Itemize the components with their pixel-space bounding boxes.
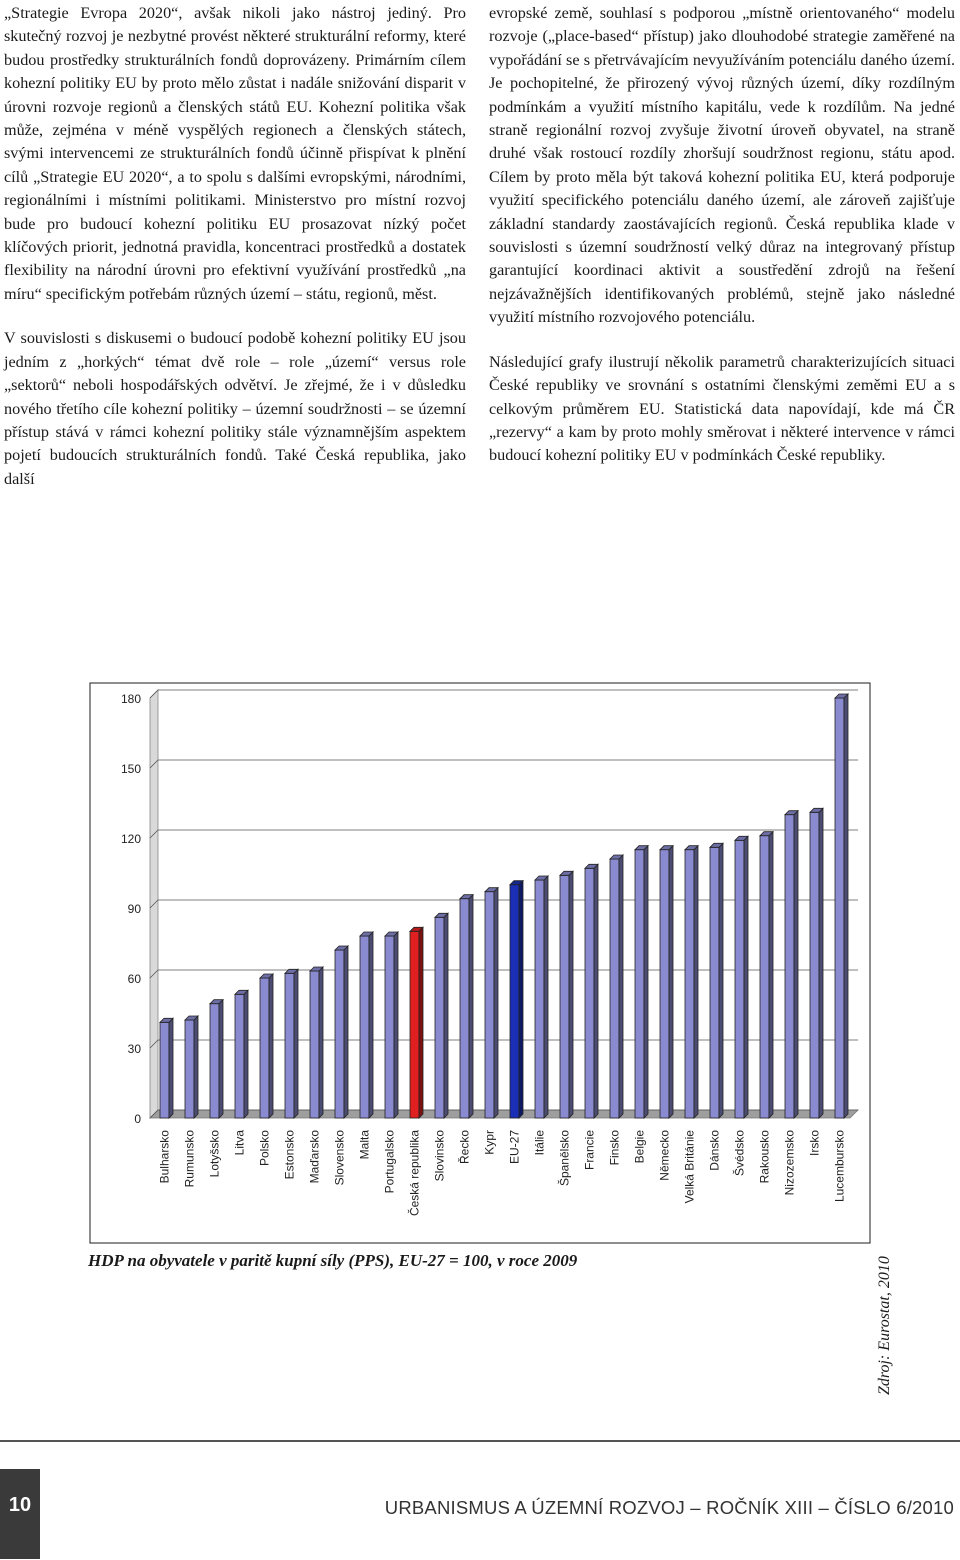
chart-source <box>876 1245 902 1395</box>
bar-front <box>835 698 844 1118</box>
y-tick-label: 90 <box>127 902 141 916</box>
paragraph: V souvislosti s diskusemi o budoucí podobě kohezní politiky EU jsou jedním z „horkých“ témat dvě role – role „území“ versus role „sektorů“ neboli hospodářských odvětví. Je zřejmé, že i v důsledku nového třetího cíle kohezní politiky – územní soudržnosti – se územní přístup stává v rámci kohezní politiky stále významnějším aspektem pojetí budoucích strukturálních fondů. Také Česká republika, jako další <box>4 329 466 488</box>
x-tick-label: Estonsko <box>282 1130 297 1180</box>
bar-front <box>560 875 569 1118</box>
bar-front <box>335 950 344 1118</box>
x-tick-label: Španělsko <box>557 1130 572 1187</box>
bar-side <box>494 888 498 1118</box>
x-tick-label: Finsko <box>607 1130 622 1166</box>
bar-side <box>269 974 273 1118</box>
bar-Velká Británie <box>685 846 698 1118</box>
bar-side <box>394 932 398 1118</box>
bar-front <box>635 850 644 1118</box>
bar-side <box>469 895 473 1118</box>
page-number: 10 <box>8 1494 32 1516</box>
y-tick-label: 180 <box>120 692 141 706</box>
bar-side <box>744 836 748 1118</box>
bar-side <box>169 1018 173 1118</box>
paragraph: evropské země, souhlasí s podporou „místně orientovaného“ modelu rozvoje („place-based“ přístup) jako dlouhodobé strategie zaměřené na vypořádání se s přetrvávajícím nevyužíváním potenciálu daného území. Je pochopitelné, že přirozený vývoj různých území, díky rozdílným podmínkám a využití místního kapitálu, vede k rozdílům. Na jedné straně regionální rozvoj zvyšuje životní úroveň obyvatel, na straně druhé však rostoucí rozdíly zhoršují soudržnost regionu, státu apod. Cílem by proto měla být taková kohezní politika EU, která podporuje využití specifického potenciálu daného území, ale zároveň zajišťuje základní standardy zaostávajících regionů. Česká republika klade v souvislosti s územní soudržností velký důraz na integrovaný přístup garantující koordinaci aktivit a soustředění zdrojů na řešení nejzávažnějších identifikovaných problémů, stejně jako následné využití místního rozvojového potenciálu. <box>489 4 955 327</box>
x-tick-label: Portugalsko <box>382 1130 397 1194</box>
x-tick-label: Francie <box>582 1130 597 1171</box>
bar-front <box>485 892 494 1118</box>
bar-side <box>369 932 373 1118</box>
x-tick-label: Nizozemsko <box>782 1130 797 1196</box>
bar-front <box>685 850 694 1118</box>
bar-Bulharsko <box>160 1018 173 1118</box>
bar-side <box>769 832 773 1118</box>
bar-Francie <box>585 864 598 1118</box>
x-tick-label: Litva <box>232 1130 247 1156</box>
journal-title: URBANISMUS A ÚZEMNÍ ROZVOJ – ROČNÍK XIII – ČÍSLO 6/2010 <box>384 1497 954 1518</box>
bar-side <box>244 990 248 1118</box>
bar-Polsko <box>260 974 273 1118</box>
x-tick-label: Maďarsko <box>307 1130 322 1184</box>
bar-front <box>385 936 394 1118</box>
bar-Finsko <box>610 855 623 1118</box>
x-tick-label: Slovinsko <box>432 1130 447 1182</box>
bar-Česká republika <box>410 927 423 1118</box>
bar-Itálie <box>535 876 548 1118</box>
bar-Estonsko <box>285 969 298 1118</box>
bar-Irsko <box>810 808 823 1118</box>
x-tick-label: Dánsko <box>707 1130 722 1171</box>
bar-front <box>610 859 619 1118</box>
bar-front <box>410 931 419 1118</box>
x-tick-label: Slovensko <box>332 1130 347 1186</box>
y-tick-label: 30 <box>127 1042 141 1056</box>
bar-Belgie <box>635 846 648 1118</box>
bar-Lotyšsko <box>210 1000 223 1118</box>
x-tick-label: EU-27 <box>507 1130 522 1165</box>
bar-side <box>719 843 723 1118</box>
bar-side <box>569 871 573 1118</box>
bar-front <box>460 899 469 1118</box>
x-tick-label: Belgie <box>632 1130 647 1164</box>
bar-front <box>260 978 269 1118</box>
bar-front <box>285 973 294 1118</box>
bar-side <box>844 694 848 1118</box>
bar-front <box>710 847 719 1118</box>
x-tick-label: Rumunsko <box>182 1130 197 1188</box>
bar-front <box>535 880 544 1118</box>
bar-side <box>194 1016 198 1118</box>
bar-front <box>785 815 794 1118</box>
bar-Kypr <box>485 888 498 1118</box>
bar-side <box>644 846 648 1118</box>
bar-EU-27 <box>510 881 523 1118</box>
bar-Nizozemsko <box>785 811 798 1118</box>
bar-Slovensko <box>335 946 348 1118</box>
bar-Rumunsko <box>185 1016 198 1118</box>
bar-side <box>344 946 348 1118</box>
bar-Německo <box>660 846 673 1118</box>
x-tick-label: Lucembursko <box>832 1130 847 1203</box>
x-tick-label: Velká Británie <box>682 1130 697 1204</box>
bar-Malta <box>360 932 373 1118</box>
bar-front <box>235 994 244 1118</box>
bar-front <box>185 1020 194 1118</box>
bar-side <box>544 876 548 1118</box>
bar-Lucembursko <box>835 694 848 1118</box>
y-tick-label: 0 <box>134 1112 141 1126</box>
x-tick-label: Itálie <box>532 1130 547 1156</box>
bar-Dánsko <box>710 843 723 1118</box>
x-tick-label: Bulharsko <box>157 1130 172 1184</box>
bar-Švédsko <box>735 836 748 1118</box>
bar-Slovinsko <box>435 913 448 1118</box>
x-tick-label: Kypr <box>482 1130 497 1155</box>
bar-side <box>669 846 673 1118</box>
bar-front <box>435 917 444 1118</box>
bar-front <box>210 1004 219 1118</box>
bar-Španělsko <box>560 871 573 1118</box>
bar-front <box>760 836 769 1118</box>
bar-Řecko <box>460 895 473 1118</box>
chart-floor <box>150 1110 858 1118</box>
x-tick-label: Německo <box>657 1130 672 1181</box>
bar-front <box>810 812 819 1118</box>
bar-Portugalsko <box>385 932 398 1118</box>
bar-side <box>819 808 823 1118</box>
chart-source-text: Zdroj: Eurostat, 2010 <box>876 1256 893 1395</box>
bar-Maďarsko <box>310 967 323 1118</box>
bar-Rakousko <box>760 832 773 1118</box>
y-tick-label: 150 <box>120 762 141 776</box>
x-tick-label: Rakousko <box>757 1130 772 1184</box>
bar-front <box>360 936 369 1118</box>
footer-divider <box>0 1440 960 1442</box>
x-tick-label: Lotyšsko <box>207 1130 222 1178</box>
bar-front <box>310 971 319 1118</box>
bar-front <box>585 868 594 1118</box>
chart-title: HDP na obyvatele v paritě kupní síly (PPS), EU-27 = 100, v roce 2009 <box>88 1251 578 1270</box>
x-tick-label: Česká republika <box>407 1130 422 1217</box>
x-tick-label: Řecko <box>457 1130 472 1165</box>
bar-front <box>510 885 519 1118</box>
bar-side <box>219 1000 223 1118</box>
bar-Litva <box>235 990 248 1118</box>
y-tick-label: 120 <box>120 832 141 846</box>
bar-front <box>160 1022 169 1118</box>
bar-side <box>619 855 623 1118</box>
bar-side <box>594 864 598 1118</box>
bar-side <box>319 967 323 1118</box>
bar-side <box>419 927 423 1118</box>
x-tick-label: Irsko <box>807 1130 822 1157</box>
bar-front <box>660 850 669 1118</box>
bar-side <box>794 811 798 1118</box>
x-tick-label: Polsko <box>257 1130 272 1167</box>
bar-side <box>694 846 698 1118</box>
paragraph: Následující grafy ilustrují několik parametrů charakterizujících situaci České republiky ve srovnání s ostatními členskými zeměmi EU a s celkovým průměrem EU. Statistická data napovídají, kde má ČR „rezervy“ a kam by proto mohly směrovat i některé intervence v rámci budoucí kohezní politiky EU v podmínkách České republiky. <box>489 352 955 465</box>
bar-side <box>519 881 523 1118</box>
paragraph: „Strategie Evropa 2020“, avšak nikoli jako nástroj jediný. Pro skutečný rozvoj je nezbytné provést některé strukturální reformy, které budou prostředky strukturálních fondů doprovázeny. Primárním cílem kohezní politiky EU by proto mělo zůstat i nadále snižování disparit v úrovni rozvoje regionů a členských států EU. Kohezní politika však může, zejména v méně vyspělých regionech a členských státech, svými intervencemi ze strukturálních fondů účinně přispívat k plnění cílů „Strategie EU 2020“, a to spolu s dalšími evropskými, národními, regionálními i místními politikami. Ministerstvo pro místní rozvoj bude pro budoucí kohezní politiku EU prosazovat nízký počet klíčových priorit, jednotná pravidla, koncentraci prostředků a dostatek flexibility na národní úrovni pro efektivní využívání prostředků „na míru“ specifickým potřebám různých území – státu, regionů, měst. <box>4 4 466 303</box>
x-tick-label: Malta <box>357 1130 372 1160</box>
y-tick-label: 60 <box>127 972 141 986</box>
x-tick-label: Švédsko <box>732 1130 747 1177</box>
bar-side <box>294 969 298 1118</box>
bar-side <box>444 913 448 1118</box>
bar-front <box>735 840 744 1118</box>
